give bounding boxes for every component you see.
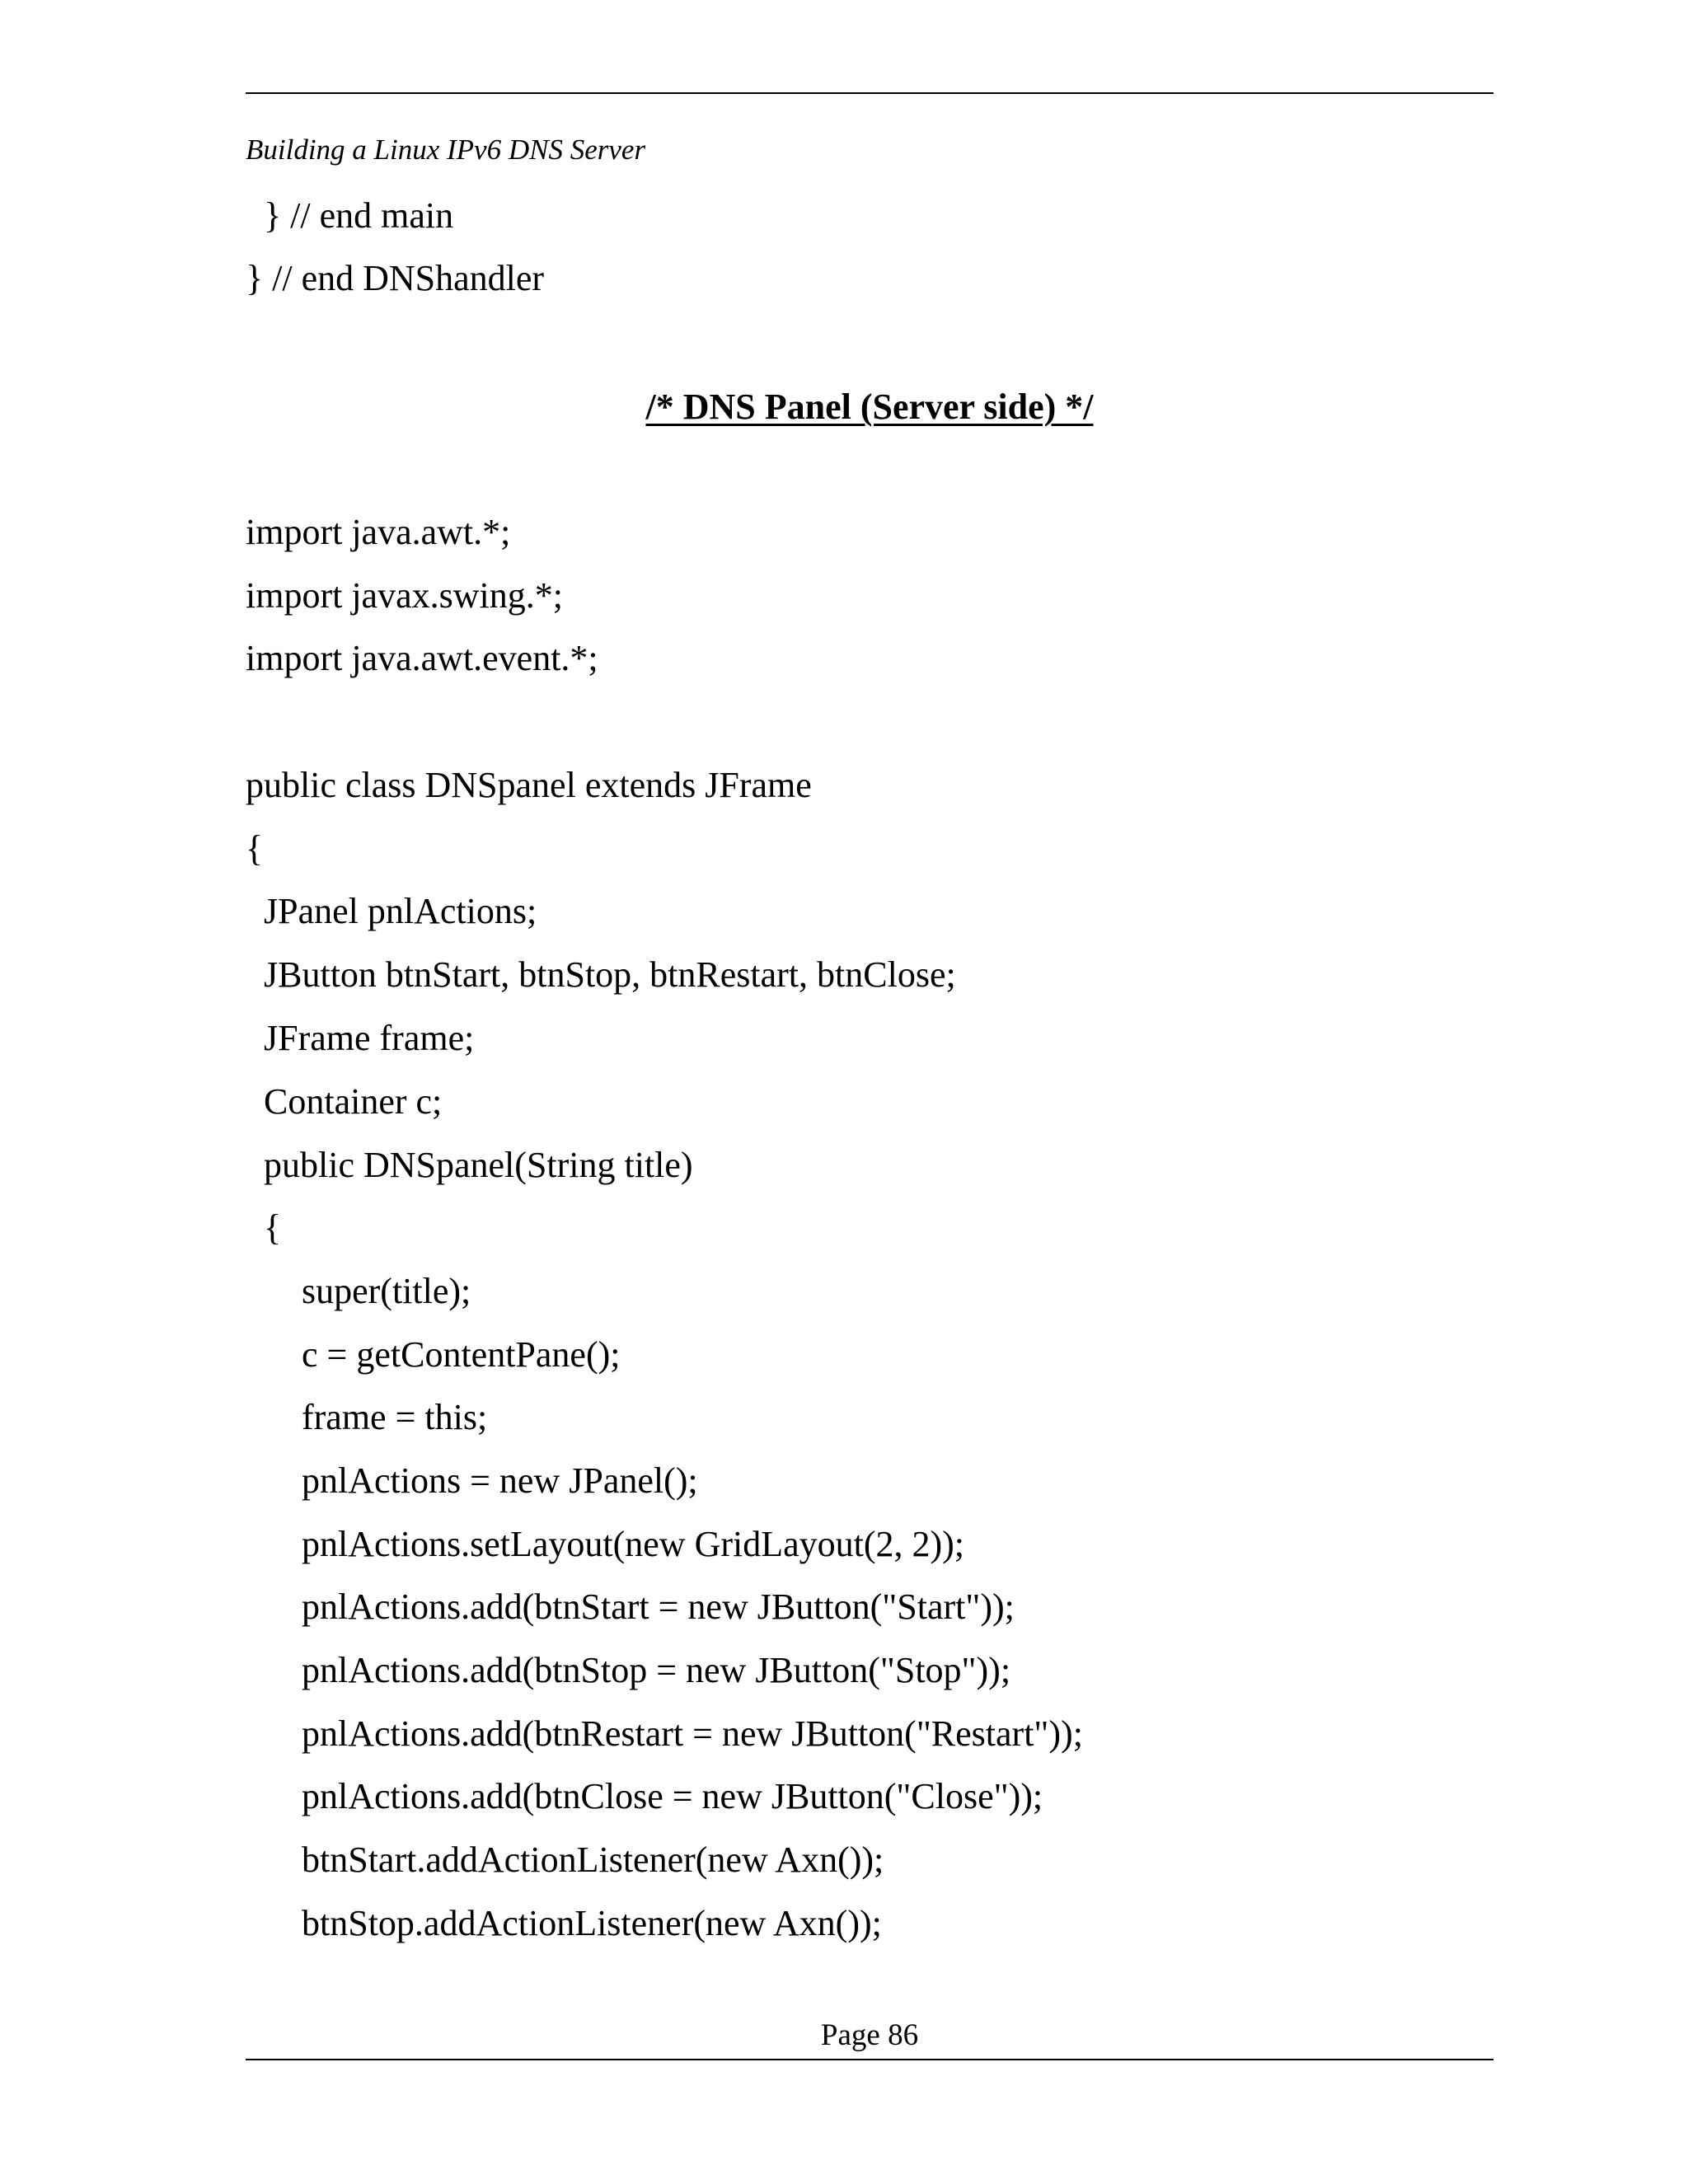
page-number: Page 86 xyxy=(820,2018,919,2052)
code-line: { xyxy=(246,828,264,869)
code-line: import javax.swing.*; xyxy=(246,575,563,616)
code-line: c = getContentPane(); xyxy=(302,1334,621,1375)
code-line: public class DNSpanel extends JFrame xyxy=(246,765,812,805)
code-line: } // end main xyxy=(264,195,454,236)
code-line: { xyxy=(264,1207,282,1248)
code-line: JPanel pnlActions; xyxy=(264,891,537,931)
code-line: pnlActions.add(btnStop = new JButton("Stop")); xyxy=(302,1650,1011,1690)
code-line: pnlActions.add(btnClose = new JButton("Close")); xyxy=(302,1776,1043,1816)
footer-rule xyxy=(246,2059,1493,2060)
section-title: /* DNS Panel (Server side) */ xyxy=(645,387,1094,427)
code-line: pnlActions.add(btnRestart = new JButton("Restart")); xyxy=(302,1713,1083,1754)
code-line: import java.awt.event.*; xyxy=(246,638,598,678)
code-line: frame = this; xyxy=(302,1397,488,1437)
code-line: JButton btnStart, btnStop, btnRestart, btnClose; xyxy=(264,954,956,995)
code-line: pnlActions = new JPanel(); xyxy=(302,1460,698,1501)
code-line: JFrame frame; xyxy=(264,1018,475,1058)
running-header-title: Building a Linux IPv6 DNS Server xyxy=(246,134,646,166)
code-line: } // end DNShandler xyxy=(246,258,545,298)
code-line: Container c; xyxy=(264,1081,443,1122)
code-line: pnlActions.setLayout(new GridLayout(2, 2)); xyxy=(302,1524,965,1564)
code-line: btnStop.addActionListener(new Axn()); xyxy=(302,1903,882,1943)
code-line: pnlActions.add(btnStart = new JButton("Start")); xyxy=(302,1586,1015,1627)
code-line: public DNSpanel(String title) xyxy=(264,1145,693,1185)
code-line: super(title); xyxy=(302,1271,471,1311)
header-rule xyxy=(246,92,1493,94)
code-line: btnStart.addActionListener(new Axn()); xyxy=(302,1840,884,1880)
code-line: import java.awt.*; xyxy=(246,512,511,552)
